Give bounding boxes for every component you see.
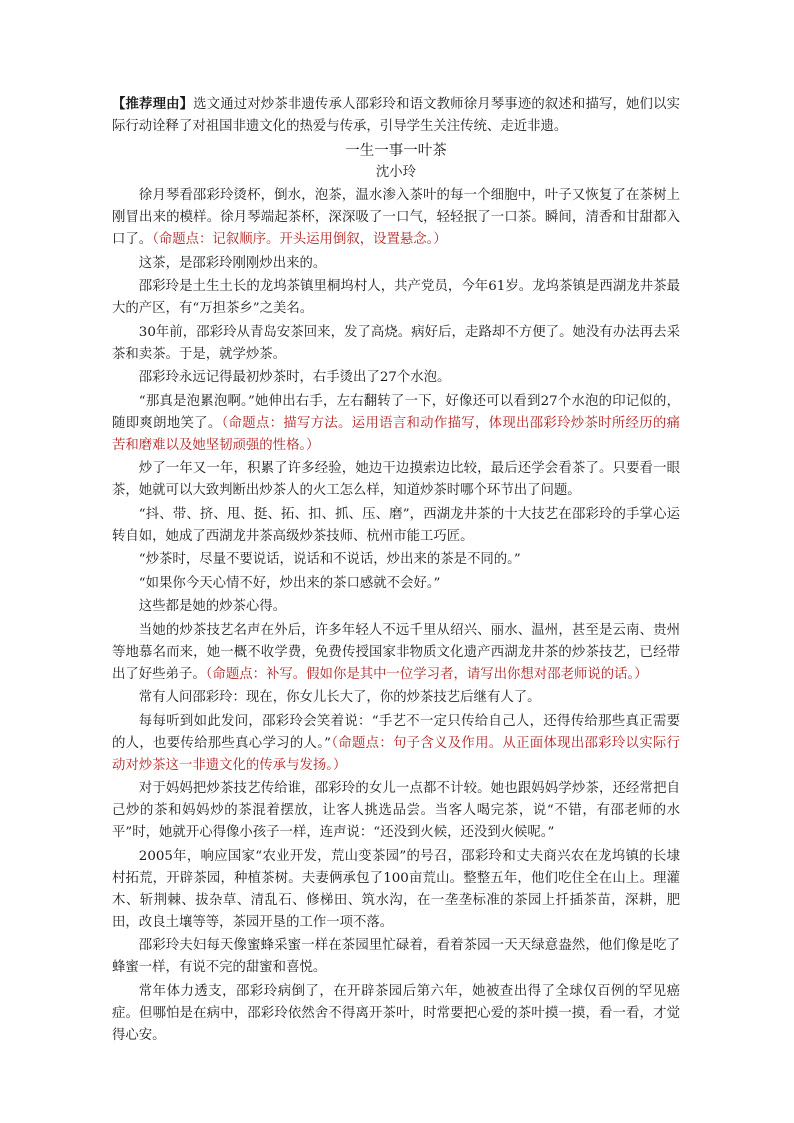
paragraph-text: “炒茶时，尽量不要说话，说话和不说话，炒出来的茶是不同的。” bbox=[138, 552, 521, 567]
exam-point-note: （命题点：描写方法。运用语言和动作描写，体现出邵彩玲炒茶时所经历的痛苦和磨难以及她坚韧顽强的性格。） bbox=[112, 415, 680, 453]
paragraph-text: 30年前，邵彩玲从青岛安茶回来，发了高烧。病好后，走路却不方便了。她没有办法再去采茶和卖茶。于是，就学炒茶。 bbox=[112, 324, 680, 362]
paragraph-12 bbox=[112, 620, 680, 686]
article-title: 一生一事一叶茶 bbox=[345, 143, 447, 159]
paragraph-text: “如果你今天心情不好，炒出来的茶口感就不会好。” bbox=[138, 575, 441, 591]
paragraph-text: “抖、带、挤、甩、挺、拓、扣、抓、压、磨”，西湖龙井茶的十大技艺在邵彩玲的手掌心运转自如，她成了西湖龙井茶高级炒茶技师、杭州市能工巧匠。 bbox=[112, 506, 680, 544]
paragraph-text: “那真是泡累泡啊。”她伸出右手，左右翻转了一下，好像还可以看到27个水泡的印记似的，随即爽朗地笑了。 bbox=[112, 393, 680, 431]
paragraph-13 bbox=[112, 687, 680, 709]
paragraph-text: 这些都是她的炒茶心得。 bbox=[138, 599, 287, 614]
paragraph-text: 每每听到如此发问，邵彩玲会笑着说：“手艺不一定只传给自己人，还得传给那些真正需要的人，也要传给那些真心学习的人。” bbox=[112, 713, 680, 751]
recommendation-text: 选文通过对炒茶非遗传承人邵彩玲和语文教师徐月琴事迹的叙述和描写，她们以实际行动诠释了对祖国非遗文化的热爱与传承，引导学生关注传统、走近非遗。 bbox=[112, 97, 681, 134]
paragraph-11 bbox=[112, 596, 680, 618]
exam-point-note: （命题点：补写。假如你是其中一位学习者，请写出你想对邵老师说的话。） bbox=[205, 666, 648, 682]
paragraph-18 bbox=[112, 981, 680, 1047]
paragraph-10 bbox=[112, 573, 680, 595]
paragraph-1 bbox=[112, 185, 680, 251]
paragraph-7 bbox=[112, 458, 680, 502]
paragraph-text: 当她的炒茶技艺名声在外后，许多年轻人不远千里从绍兴、丽水、温州，甚至是云南、贵州等地慕名而来，她一概不收学费，免费传授国家非物质文化遗产西湖龙井茶的炒茶技艺，已经带出了好些弟子。 bbox=[112, 622, 680, 682]
paragraph-15 bbox=[112, 778, 680, 844]
paragraph-2 bbox=[112, 253, 680, 275]
recommendation-reason bbox=[112, 94, 680, 138]
paragraph-8 bbox=[112, 504, 680, 548]
paragraph-text: 邵彩玲夫妇每天像蜜蜂采蜜一样在茶园里忙碌着，看着茶园一天天绿意盎然，他们像是吃了蜂蜜一样，有说不完的甜蜜和喜悦。 bbox=[112, 938, 680, 975]
paragraph-9 bbox=[112, 549, 680, 571]
paragraph-text: 邵彩玲永远记得最初炒茶时，右手烫出了27个水泡。 bbox=[138, 370, 451, 385]
paragraph-14 bbox=[112, 711, 680, 777]
paragraph-5 bbox=[112, 367, 680, 389]
paragraph-4 bbox=[112, 322, 680, 366]
paragraph-text: 常有人问邵彩玲：现在，你女儿长大了，你的炒茶技艺后继有人了。 bbox=[138, 690, 541, 705]
paragraph-text: 邵彩玲是土生土长的龙坞茶镇里桐坞村人，共产党员，今年61岁。龙坞茶镇是西湖龙井茶最大的产区，有“万担茶乡”之美名。 bbox=[112, 279, 680, 316]
paragraph-text: 常年体力透支，邵彩玲病倒了，在开辟茶园后第六年，她被查出得了全球仅百例的罕见癌症。但哪怕是在病中，邵彩玲依然舍不得离开茶叶，时常要把心爱的茶叶摸一摸，看一看，才觉得心安。 bbox=[112, 983, 680, 1043]
paragraph-17 bbox=[112, 935, 680, 979]
article-author: 沈小玲 bbox=[375, 165, 417, 180]
exam-point-note: （命题点：记叙顺序。开头运用倒叙，设置悬念。） bbox=[152, 232, 447, 247]
paragraph-text: 炒了一年又一年，积累了许多经验，她边干边摸索边比较，最后还学会看茶了。只要看一眼茶，她就可以大致判断出炒茶人的火工怎么样，知道炒茶时哪个环节出了问题。 bbox=[112, 461, 680, 498]
paragraph-text: 对于妈妈把炒茶技艺传给谁，邵彩玲的女儿一点都不计较。她也跟妈妈学炒茶，还经常把自己炒的茶和妈妈炒的茶混着摆放，让客人挑选品尝。当客人喝完茶，说“不错，有邵老师的水平”时，她就开心得像小孩子一样，连声说：“还没到火候，还没到火候呢。” bbox=[112, 781, 680, 840]
paragraph-text: 徐月琴看邵彩玲烫杯，倒水，泡茶，温水渗入茶叶的每一个细胞中，叶子又恢复了在茶树上刚冒出来的模样。徐月琴端起茶杯，深深吸了一口气，轻轻抿了一口茶。瞬间，清香和甘甜都入口了。 bbox=[112, 188, 680, 247]
recommendation-tag: 【推荐理由】 bbox=[112, 97, 194, 112]
paragraph-3 bbox=[112, 276, 680, 320]
exam-point-note: （命题点：句子含义及作用。从正面体现出邵彩玲以实际行动对炒茶这一非遗文化的传承与发扬。） bbox=[112, 735, 680, 773]
document-page bbox=[112, 94, 680, 1048]
paragraph-text: 2005年，响应国家“农业开发，荒山变茶园”的号召，邵彩玲和丈夫商兴农在龙坞镇的长埭村拓荒，开辟茶园，种植茶树。夫妻俩承包了100亩荒山。整整五年，他们吃住全在山上。理灌木、斩荆棘、拔杂草、清乱石、修梯田、筑水沟，在一垄垄标准的茶园上扦插茶苗，深耕，肥田，改良土壤等等，茶园开垦的工作一项不落。 bbox=[112, 848, 680, 930]
paragraph-6 bbox=[112, 391, 680, 457]
paragraph-16 bbox=[112, 846, 680, 934]
paragraph-text: 这茶，是邵彩玲刚刚炒出来的。 bbox=[138, 255, 327, 271]
